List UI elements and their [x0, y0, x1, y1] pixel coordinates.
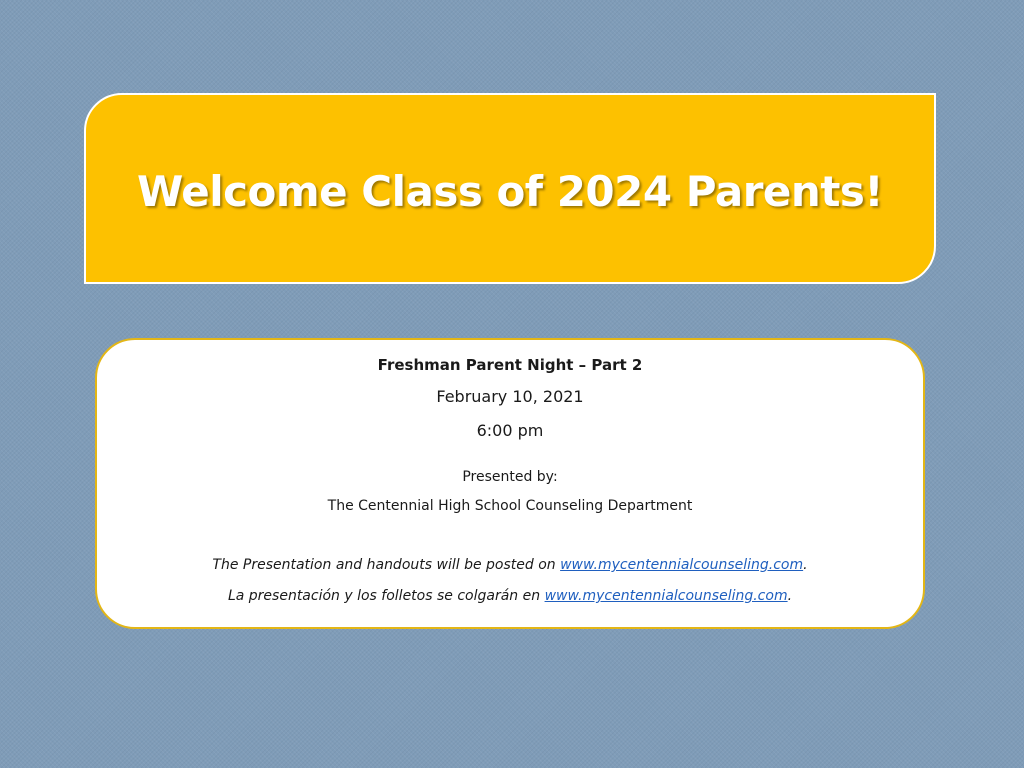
posting-note-english-text: The Presentation and handouts will be posted on — [212, 557, 561, 573]
counseling-website-link-english[interactable]: www.mycentennialcounseling.com — [560, 557, 804, 573]
posting-note-spanish-period: . — [787, 588, 793, 604]
event-date: February 10, 2021 — [436, 387, 584, 406]
counseling-website-link-spanish[interactable]: www.mycentennialcounseling.com — [544, 588, 788, 604]
posting-note-spanish-text: La presentación y los folletos se colgarán en — [227, 588, 545, 604]
presented-by-label: Presented by: — [462, 469, 558, 485]
posting-note-english-period: . — [803, 557, 808, 573]
event-time: 6:00 pm — [476, 421, 544, 440]
title-banner — [84, 93, 936, 284]
posting-note-spanish — [97, 588, 923, 604]
presenter-name: The Centennial High School Counseling Department — [327, 498, 693, 514]
event-name: Freshman Parent Night – Part 2 — [377, 356, 643, 374]
posting-note-english — [97, 557, 923, 573]
event-info-box — [95, 338, 925, 629]
slide-title: Welcome Class of 2024 Parents! — [136, 167, 884, 216]
